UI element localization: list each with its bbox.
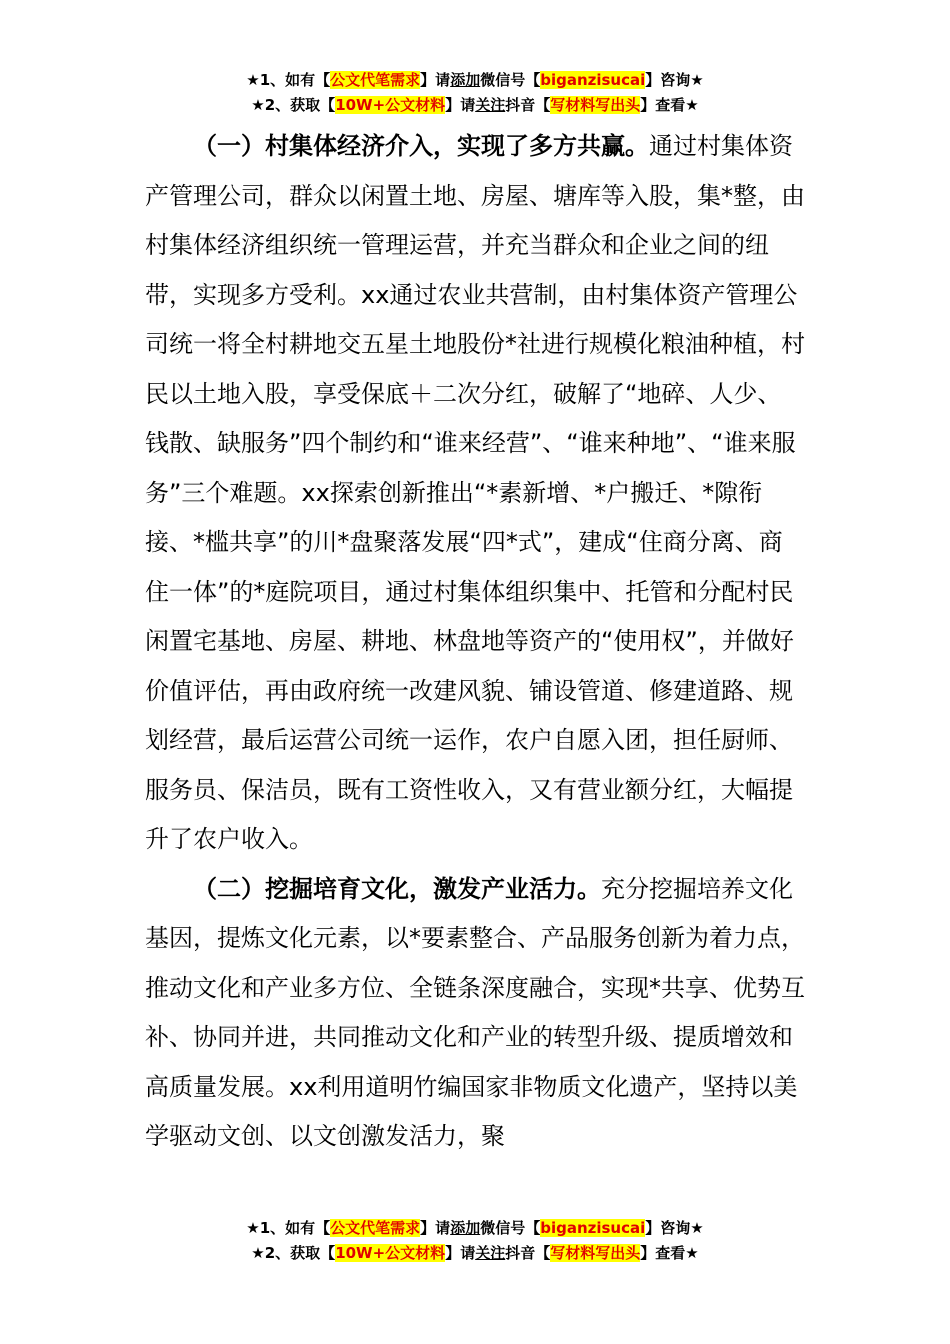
banner-text: ★1、如有【	[246, 1219, 331, 1237]
banner-line-1	[0, 1216, 950, 1241]
banner-highlight: biganzisucai	[540, 71, 646, 89]
footer-banner	[0, 1216, 950, 1266]
banner-text: 】请	[445, 1244, 476, 1262]
banner-highlight: 写材料写出头	[550, 96, 641, 114]
paragraph-heading: （一）村集体经济介入，实现了多方共赢。	[193, 132, 649, 160]
paragraph-1	[145, 122, 805, 865]
document-body	[145, 122, 805, 1162]
banner-text: 】请	[420, 71, 451, 89]
banner-line-2	[0, 1241, 950, 1266]
banner-highlight: 10W+公文材料	[335, 1244, 446, 1262]
banner-text: 】咨询★	[645, 1219, 704, 1237]
banner-underlined: 关注	[475, 96, 506, 114]
banner-text: 微信号【	[480, 1219, 541, 1237]
banner-highlight: 公文代笔需求	[330, 1219, 421, 1237]
paragraph-heading: （二）挖掘培育文化，激发产业活力。	[193, 874, 601, 903]
banner-text: 抖音【	[505, 1244, 551, 1262]
banner-underlined: 关注	[475, 1244, 506, 1262]
banner-text: ★2、获取【	[251, 96, 336, 114]
banner-text: ★2、获取【	[251, 1244, 336, 1262]
banner-text: ★1、如有【	[246, 71, 331, 89]
banner-text: 】查看★	[640, 1244, 699, 1262]
banner-text: 微信号【	[480, 71, 541, 89]
banner-highlight: 写材料写出头	[550, 1244, 641, 1262]
banner-underlined: 添加	[450, 1219, 481, 1237]
banner-line-2	[0, 93, 950, 118]
banner-text: 】请	[420, 1219, 451, 1237]
banner-highlight: 公文代笔需求	[330, 71, 421, 89]
paragraph-text: 充分挖掘培养文化基因，提炼文化元素，以*要素整合、产品服务创新为着力点，推动文化和产业多方位、全链条深度融合，实现*共享、优势互补、协同并进，共同推动文化和产业的转型升级、提质增效和高质量发展。xx利用道明竹编国家非物质文化遗产，坚持以美学驱动文创、以文创激发活力，聚	[145, 874, 805, 1150]
paragraph-text: 通过村集体资产管理公司，群众以闲置土地、房屋、塘库等入股，集*整，由村集体经济组织统一管理运营，并充当群众和企业之间的纽带，实现多方受利。xx通过农业共营制，由村集体资产管理公司统一将全村耕地交五星土地股份*社进行规模化粮油种植，村民以土地入股，享受保底＋二次分红，破解了“地碎、人少、钱散、缺服务”四个制约和“谁来经营”、“谁来种地”、“谁来服务”三个难题。xx探索创新推出“*素新增、*户搬迁、*隙衔接、*槛共享”的川*盘聚落发展“四*式”，建成“住商分离、商住一体”的*庭院项目，通过村集体组织集中、托管和分配村民闲置宅基地、房屋、耕地、林盘地等资产的“使用权”，并做好价值评估，再由政府统一改建风貌、铺设管道、修建道路、规划经营，最后运营公司统一运作，农户自愿入团，担任厨师、服务员、保洁员，既有工资性收入，又有营业额分红，大幅提升了农户收入。	[145, 132, 805, 853]
paragraph-2	[145, 865, 805, 1162]
banner-line-1	[0, 68, 950, 93]
banner-text: 】请	[445, 96, 476, 114]
banner-highlight: 10W+公文材料	[335, 96, 446, 114]
banner-text: 】咨询★	[645, 71, 704, 89]
banner-highlight: biganzisucai	[540, 1219, 646, 1237]
banner-text: 】查看★	[640, 96, 699, 114]
header-banner	[0, 68, 950, 118]
banner-text: 抖音【	[505, 96, 551, 114]
banner-underlined: 添加	[450, 71, 481, 89]
